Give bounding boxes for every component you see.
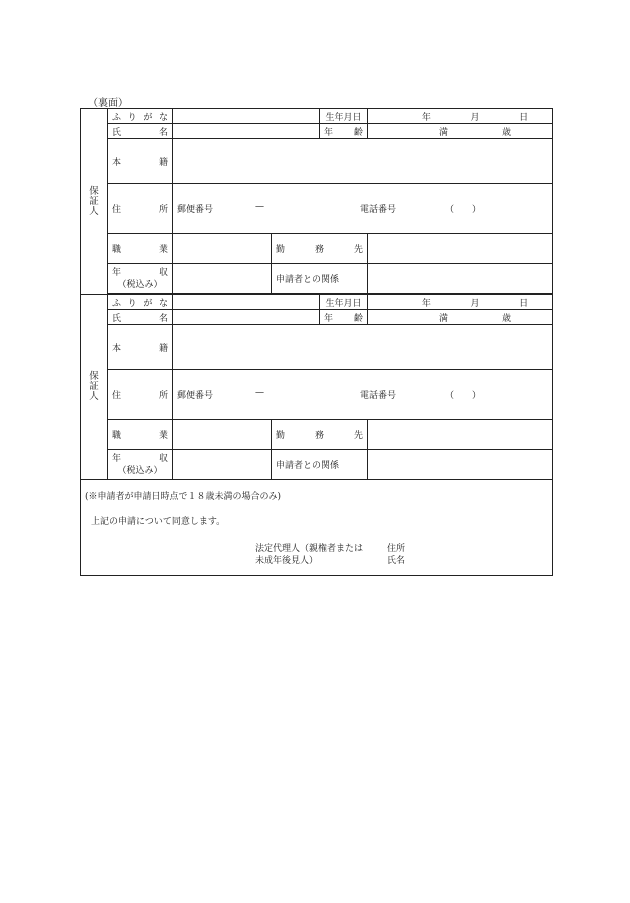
birth-date-label: 生年月日 <box>320 109 368 124</box>
postal-code-label: 郵便番号 <box>177 391 214 401</box>
guarantor-2-income-field[interactable] <box>173 450 272 480</box>
representative-label-line2: 未成年後見人） <box>255 555 319 566</box>
legal-representative-block <box>255 543 548 567</box>
guarantor-1-furigana-field[interactable] <box>173 109 320 124</box>
income-label: 年収 （税込み） <box>108 450 173 480</box>
postal-code-label: 郵便番号 <box>177 205 214 215</box>
postal-dash: — <box>255 388 264 398</box>
guarantor-1-income-field[interactable] <box>173 264 272 294</box>
address-label: 住所 <box>108 370 173 420</box>
furigana-label: ふりがな <box>108 109 173 124</box>
guarantor-2-occupation-field[interactable] <box>173 420 272 450</box>
address-label: 住所 <box>108 184 173 234</box>
workplace-label: 勤務先 <box>272 420 368 450</box>
guarantor-2-side-label: 保証人 <box>81 295 108 480</box>
occupation-label: 職業 <box>108 234 173 264</box>
guarantor-1-domicile-field[interactable] <box>173 139 553 184</box>
day-unit: 日 <box>519 112 529 123</box>
phone-area-parens: （ ） <box>445 391 482 401</box>
guarantor-1-occupation-field[interactable] <box>173 234 272 264</box>
workplace-label: 勤務先 <box>272 234 368 264</box>
name-label: 氏名 <box>108 124 173 139</box>
representative-name-label[interactable]: 氏名 <box>387 555 406 566</box>
guarantor-2-furigana-field[interactable] <box>173 295 320 310</box>
guarantor-1-address-field[interactable] <box>173 184 553 234</box>
guarantor-2-birth-date-field[interactable] <box>368 295 553 310</box>
phone-label: 電話番号 <box>360 391 397 401</box>
age-suffix: 歳 <box>501 313 511 324</box>
guarantor-2-name-field[interactable] <box>173 310 320 325</box>
year-unit: 年 <box>421 112 431 123</box>
representative-label-line1: 法定代理人（親権者または <box>255 543 364 554</box>
occupation-label: 職業 <box>108 420 173 450</box>
furigana-label: ふりがな <box>108 295 173 310</box>
age-label: 年齢 <box>320 310 368 325</box>
age-suffix: 歳 <box>501 127 511 138</box>
guarantor-2-relation-field[interactable] <box>368 450 553 480</box>
guarantor-2-address-field[interactable] <box>173 370 553 420</box>
phone-area-parens: （ ） <box>445 205 482 215</box>
income-label: 年収 （税込み） <box>108 264 173 294</box>
phone-label: 電話番号 <box>360 205 397 215</box>
consent-statement: 上記の申請について同意します。 <box>91 516 226 527</box>
domicile-label: 本籍 <box>108 325 173 370</box>
name-label: 氏名 <box>108 310 173 325</box>
year-unit: 年 <box>421 298 431 309</box>
guarantor-2-age-field[interactable] <box>368 310 553 325</box>
guardian-consent-section <box>81 480 553 576</box>
relation-label: 申請者との関係 <box>272 450 368 480</box>
representative-address-label[interactable]: 住所 <box>387 543 406 554</box>
guarantor-1-name-field[interactable] <box>173 124 320 139</box>
guarantor-1-age-field[interactable] <box>368 124 553 139</box>
birth-date-label: 生年月日 <box>320 295 368 310</box>
month-unit: 月 <box>470 112 480 123</box>
guarantor-1-relation-field[interactable] <box>368 264 553 294</box>
guarantor-1-side-label: 保証人 <box>81 109 108 295</box>
guarantor-1-birth-date-field[interactable] <box>368 109 553 124</box>
postal-dash: — <box>255 202 264 212</box>
guarantor-2-workplace-field[interactable] <box>368 420 553 450</box>
age-prefix: 満 <box>438 127 448 138</box>
day-unit: 日 <box>519 298 529 309</box>
month-unit: 月 <box>470 298 480 309</box>
guarantor-1-workplace-field[interactable] <box>368 234 553 264</box>
guarantor-form <box>80 108 553 576</box>
guarantor-2-domicile-field[interactable] <box>173 325 553 370</box>
relation-label: 申請者との関係 <box>272 264 368 294</box>
page-label: （裏面） <box>88 98 128 109</box>
minor-applicant-note: (※申請者が申請日時点で１８歳未満の場合のみ) <box>85 491 282 502</box>
age-prefix: 満 <box>438 313 448 324</box>
domicile-label: 本籍 <box>108 139 173 184</box>
age-label: 年齢 <box>320 124 368 139</box>
